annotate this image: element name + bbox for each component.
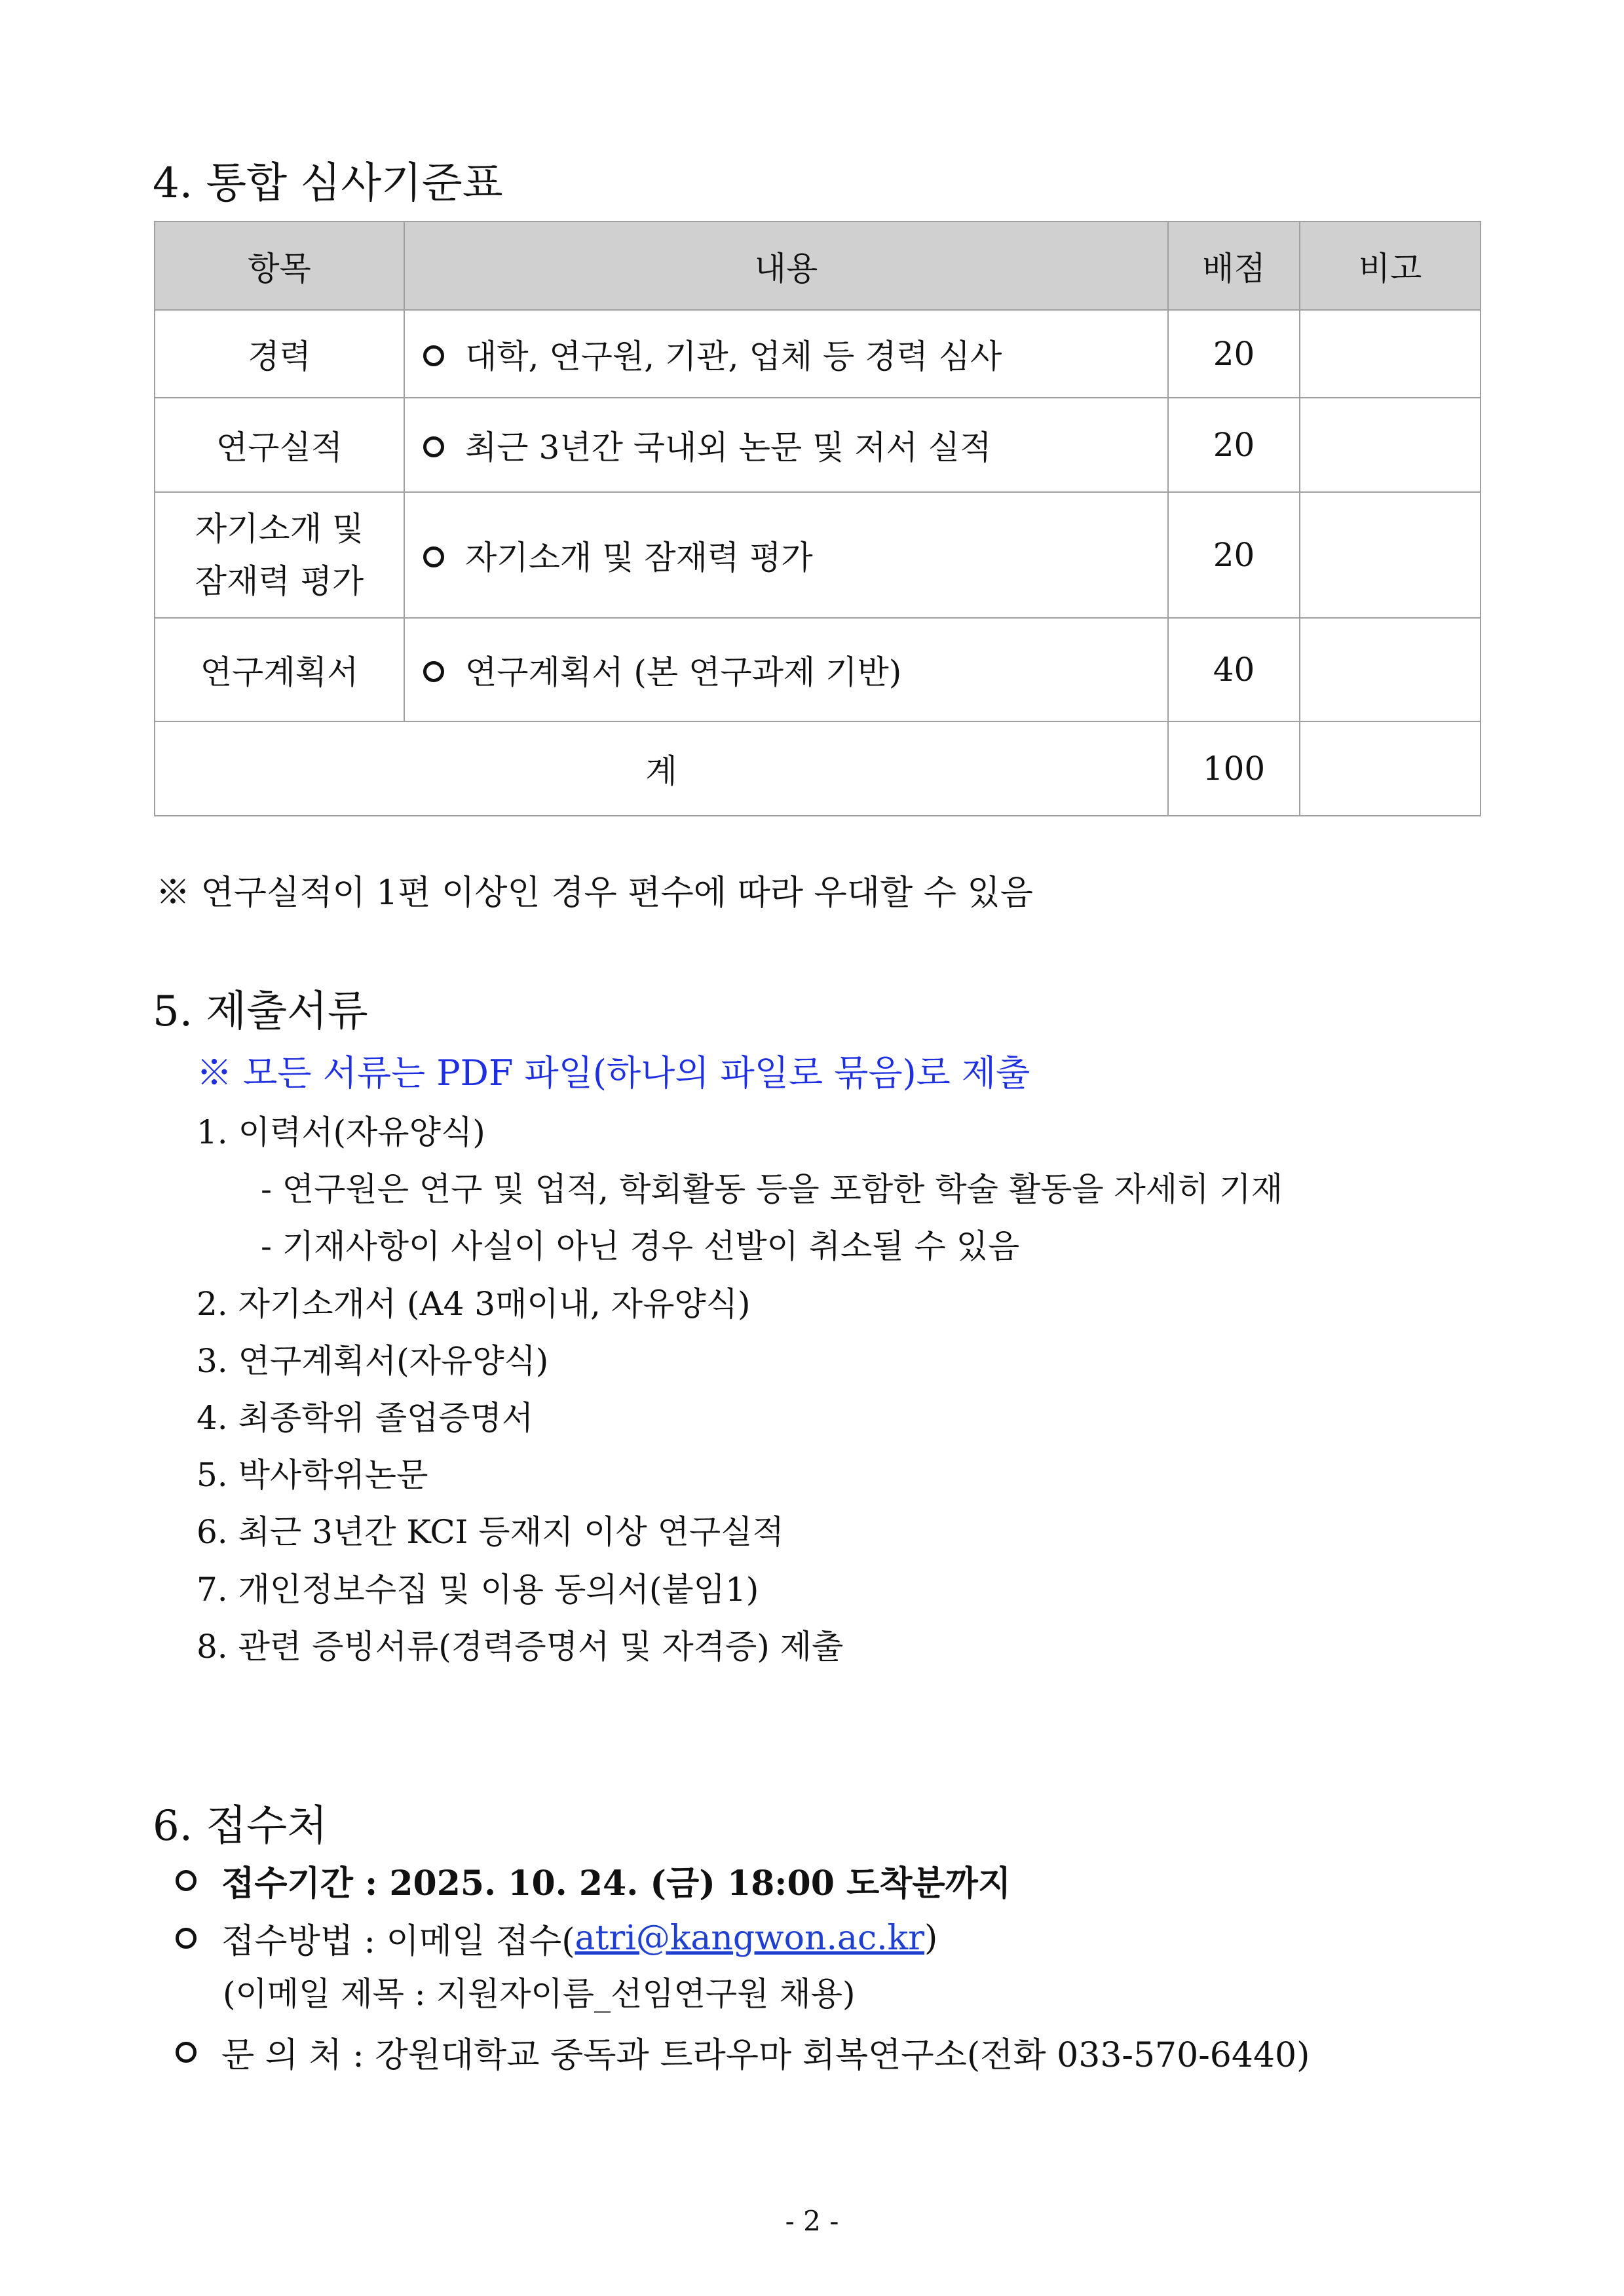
section4-footnote: ※ 연구실적이 1편 이상인 경우 편수에 따라 우대할 수 있음 — [156, 873, 1033, 913]
row-item: 연구계획서 — [155, 618, 404, 721]
row-content — [404, 492, 1168, 618]
circle-bullet-icon — [423, 345, 444, 366]
row-item: 경력 — [155, 310, 404, 398]
row-content — [404, 618, 1168, 721]
row-score: 20 — [1168, 310, 1300, 398]
row-score: 40 — [1168, 618, 1300, 721]
total-note — [1300, 721, 1481, 816]
row-item-line2: 잠재력 평가 — [195, 562, 364, 600]
row-score: 20 — [1168, 398, 1300, 492]
email-link[interactable]: atri@kangwon.ac.kr — [575, 1918, 925, 1958]
doc-item-5: 5. 박사학위논문 — [197, 1456, 428, 1494]
doc-item-6: 6. 최근 3년간 KCI 등재지 이상 연구실적 — [197, 1513, 784, 1551]
row-content-text: 자기소개 및 잠재력 평가 — [465, 539, 813, 577]
circle-bullet-icon — [423, 436, 444, 457]
total-label: 계 — [155, 721, 1168, 816]
row-item-line1: 자기소개 및 — [195, 510, 364, 548]
evaluation-criteria-table — [154, 221, 1481, 816]
row-note — [1300, 310, 1481, 398]
row-content-text: 최근 3년간 국내외 논문 및 저서 실적 — [465, 429, 992, 467]
contact-info-text: 문 의 처 : 강원대학교 중독과 트라우마 회복연구소(전화 033-570-6440) — [221, 2036, 1310, 2075]
section4-title: 4. 통합 심사기준표 — [153, 159, 503, 208]
table-row — [155, 618, 1481, 721]
header-item: 항목 — [155, 221, 404, 310]
circle-bullet-icon — [423, 546, 444, 567]
section5-title: 5. 제출서류 — [153, 987, 368, 1036]
contact-info — [176, 2027, 1310, 2076]
submission-notice: ※ 모든 서류는 PDF 파일(하나의 파일로 묶음)로 제출 — [197, 1052, 1030, 1094]
doc-item-2: 2. 자기소개서 (A4 3매이내, 자유양식) — [197, 1285, 751, 1323]
doc-item-8: 8. 관련 증빙서류(경력증명서 및 자격증) 제출 — [197, 1628, 844, 1666]
row-content — [404, 398, 1168, 492]
email-subject-note: (이메일 제목 : 지원자이름_선임연구원 채용) — [223, 1975, 856, 2013]
row-content — [404, 310, 1168, 398]
page-number: - 2 - — [785, 2205, 839, 2237]
header-score: 배점 — [1168, 221, 1300, 310]
circle-bullet-icon — [176, 2042, 197, 2063]
row-note — [1300, 618, 1481, 721]
doc-item-7: 7. 개인정보수집 및 이용 동의서(붙임1) — [197, 1571, 759, 1609]
reception-method-prefix: 접수방법 : 이메일 접수( — [221, 1922, 575, 1961]
table-row — [155, 398, 1481, 492]
row-note — [1300, 492, 1481, 618]
table-header-row — [155, 221, 1481, 310]
doc-item-4: 4. 최종학위 졸업증명서 — [197, 1399, 534, 1437]
doc-item-1: 1. 이력서(자유양식) — [197, 1113, 485, 1151]
row-item — [155, 492, 404, 618]
reception-period-text: 접수기간 : 2025. 10. 24. (금) 18:00 도착분까지 — [221, 1864, 1011, 1904]
circle-bullet-icon — [176, 1928, 197, 1949]
reception-method-suffix: ) — [924, 1918, 938, 1958]
header-note: 비고 — [1300, 221, 1481, 310]
row-item: 연구실적 — [155, 398, 404, 492]
circle-bullet-icon — [176, 1870, 197, 1891]
reception-method — [176, 1913, 937, 1962]
table-row — [155, 310, 1481, 398]
total-score: 100 — [1168, 721, 1300, 816]
reception-period — [176, 1856, 1011, 1905]
table-total-row — [155, 721, 1481, 816]
header-content: 내용 — [404, 221, 1168, 310]
doc-subitem-1: - 연구원은 연구 및 업적, 학회활동 등을 포함한 학술 활동을 자세히 기재 — [261, 1170, 1283, 1208]
circle-bullet-icon — [423, 661, 444, 682]
row-content-text: 대학, 연구원, 기관, 업체 등 경력 심사 — [465, 337, 1002, 375]
row-note — [1300, 398, 1481, 492]
section6-title: 6. 접수처 — [153, 1802, 328, 1850]
doc-subitem-2: - 기재사항이 사실이 아닌 경우 선발이 취소될 수 있음 — [261, 1227, 1020, 1265]
row-score: 20 — [1168, 492, 1300, 618]
doc-item-3: 3. 연구계획서(자유양식) — [197, 1342, 549, 1380]
row-content-text: 연구계획서 (본 연구과제 기반) — [465, 653, 902, 691]
table-row — [155, 492, 1481, 618]
